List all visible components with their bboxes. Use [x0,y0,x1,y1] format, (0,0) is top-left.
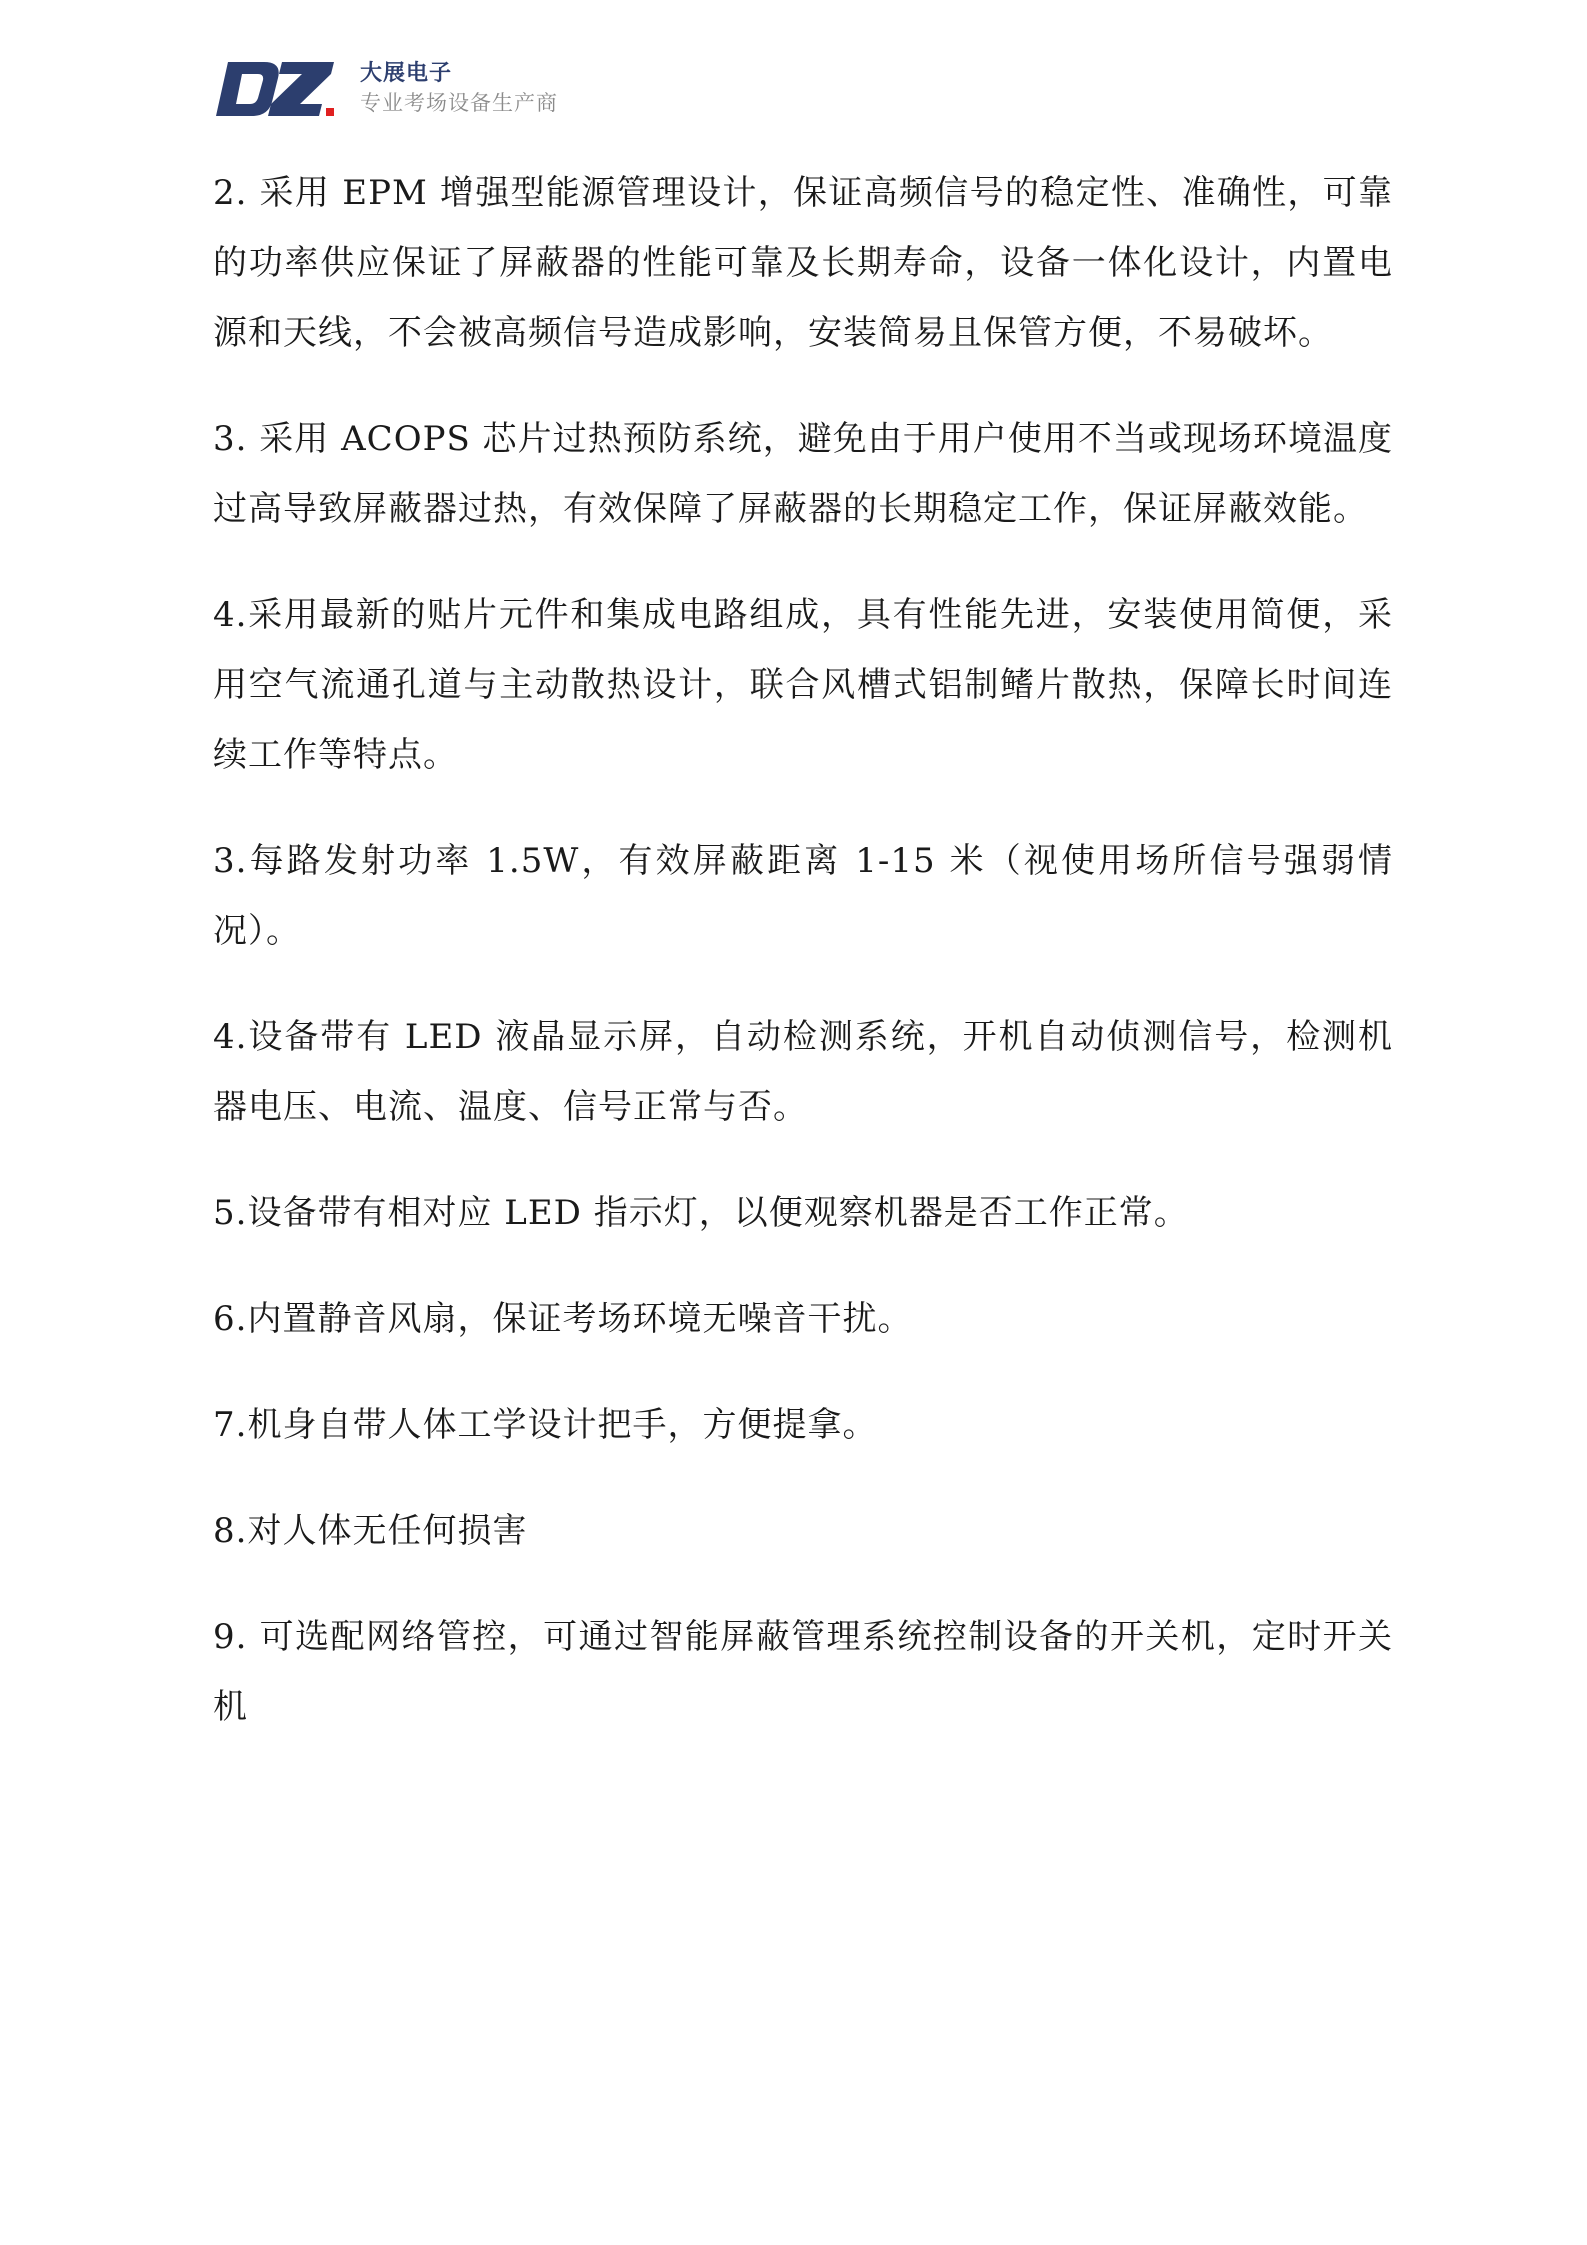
brand-name: 大展电子 [360,61,453,86]
paragraph-epm-power-management: 2. 采用 EPM 增强型能源管理设计，保证高频信号的稳定性、准确性，可靠的功率供应保证了屏蔽器的性能可靠及长期寿命，设备一体化设计，内置电源和天线，不会被高频信号造成影响，安装简易且保管方便，不易破坏。 [213,173,1393,353]
paragraph-handle: 7.机身自带人体工学设计把手，方便提拿。 [213,1405,878,1445]
paragraph-network-control: 9. 可选配网络管控，可通过智能屏蔽管理系统控制设备的开关机，定时开关机 [213,1617,1393,1727]
page-header [216,56,558,122]
document-body [213,158,1393,1778]
paragraph-smd-components: 4.采用最新的贴片元件和集成电路组成，具有性能先进，安装使用简便，采用空气流通孔道与主动散热设计，联合风槽式铝制鳍片散热，保障长时间连续工作等特点。 [213,595,1393,775]
dz-logo-icon [216,60,344,118]
paragraph-led-display: 4.设备带有 LED 液晶显示屏，自动检测系统，开机自动侦测信号，检测机器电压、电流、温度、信号正常与否。 [213,1017,1393,1127]
paragraph-transmit-power: 3.每路发射功率 1.5W，有效屏蔽距离 1-15 米（视使用场所信号强弱情况）。 [213,841,1393,951]
paragraph-silent-fan: 6.内置静音风扇，保证考场环境无噪音干扰。 [213,1299,913,1339]
brand-tagline: 专业考场设备生产商 [360,91,558,115]
brand-block [360,60,558,118]
paragraph-harmless: 8.对人体无任何损害 [213,1511,528,1551]
paragraph-led-indicator: 5.设备带有相对应 LED 指示灯，以便观察机器是否工作正常。 [213,1193,1189,1233]
paragraph-acops-overheat: 3. 采用 ACOPS 芯片过热预防系统，避免由于用户使用不当或现场环境温度过高导致屏蔽器过热，有效保障了屏蔽器的长期稳定工作，保证屏蔽效能。 [213,419,1393,529]
